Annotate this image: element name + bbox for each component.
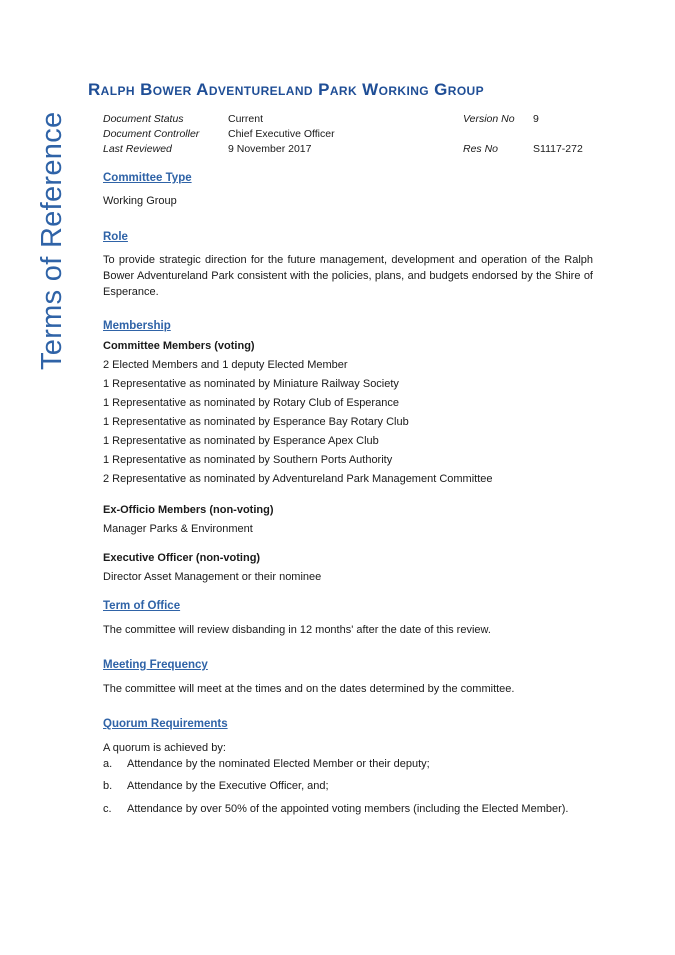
term-of-office-heading: Term of Office: [103, 600, 181, 612]
side-title: Terms of Reference: [36, 111, 68, 370]
list-item: 1 Representative as nominated by Southern Ports Authority: [103, 454, 393, 466]
quorum-item-text: Attendance by over 50% of the appointed voting members (including the Elected Member).: [127, 803, 569, 815]
list-item: 1 Representative as nominated by Esperance Bay Rotary Club: [103, 416, 409, 428]
quorum-intro: A quorum is achieved by:: [103, 742, 226, 754]
term-of-office-text: The committee will review disbanding in 12 months' after the date of this review.: [103, 624, 491, 636]
version-value: 9: [533, 113, 539, 125]
role-text: To provide strategic direction for the future management, development and operation of the Ralph Bower Adventureland Park consistent with the policies, plans, and budgets endorsed by the Shire of Esperance.: [103, 254, 593, 298]
list-marker: c.: [103, 803, 112, 815]
list-item: 1 Representative as nominated by Esperance Apex Club: [103, 435, 379, 447]
meta-row-status: [103, 113, 603, 128]
meta-row-reviewed: [103, 143, 603, 158]
controller-value: Chief Executive Officer: [228, 128, 335, 140]
quorum-item-text: Attendance by the nominated Elected Member or their deputy;: [127, 758, 430, 770]
ex-officio-heading: Ex-Officio Members (non-voting): [103, 504, 274, 516]
reviewed-label: Last Reviewed: [103, 143, 172, 155]
quorum-item: [103, 801, 593, 817]
document-metadata: [103, 113, 603, 158]
meta-row-controller: [103, 128, 603, 143]
executive-officer-heading: Executive Officer (non-voting): [103, 552, 261, 564]
reviewed-value: 9 November 2017: [228, 143, 312, 155]
committee-type-text: Working Group: [103, 195, 177, 207]
voting-members-heading: Committee Members (voting): [103, 340, 255, 352]
list-item: 1 Representative as nominated by Rotary Club of Esperance: [103, 397, 399, 409]
voting-members-list: [103, 356, 593, 489]
list-item: 1 Representative as nominated by Miniature Railway Society: [103, 378, 399, 390]
quorum-item: [103, 756, 593, 772]
committee-type-heading: Committee Type: [103, 172, 192, 184]
membership-heading: Membership: [103, 320, 171, 332]
role-heading: Role: [103, 231, 128, 243]
meeting-frequency-text: The committee will meet at the times and on the dates determined by the committee.: [103, 683, 515, 695]
executive-officer-text: Director Asset Management or their nominee: [103, 571, 322, 583]
list-item: 2 Representative as nominated by Adventureland Park Management Committee: [103, 473, 493, 485]
quorum-heading: Quorum Requirements: [103, 718, 228, 730]
list-marker: b.: [103, 780, 113, 792]
ex-officio-text: Manager Parks & Environment: [103, 523, 253, 535]
list-marker: a.: [103, 758, 113, 770]
res-label: Res No: [463, 143, 499, 155]
quorum-item-text: Attendance by the Executive Officer, and;: [127, 780, 329, 792]
controller-label: Document Controller: [103, 128, 200, 140]
list-item: 2 Elected Members and 1 deputy Elected Member: [103, 359, 348, 371]
res-value: S1117-272: [533, 143, 583, 155]
quorum-item: [103, 778, 593, 794]
meeting-frequency-heading: Meeting Frequency: [103, 659, 208, 671]
document-title: Ralph Bower Adventureland Park Working Group: [88, 80, 485, 99]
version-label: Version No: [463, 113, 515, 125]
status-label: Document Status: [103, 113, 184, 125]
status-value: Current: [228, 113, 264, 125]
